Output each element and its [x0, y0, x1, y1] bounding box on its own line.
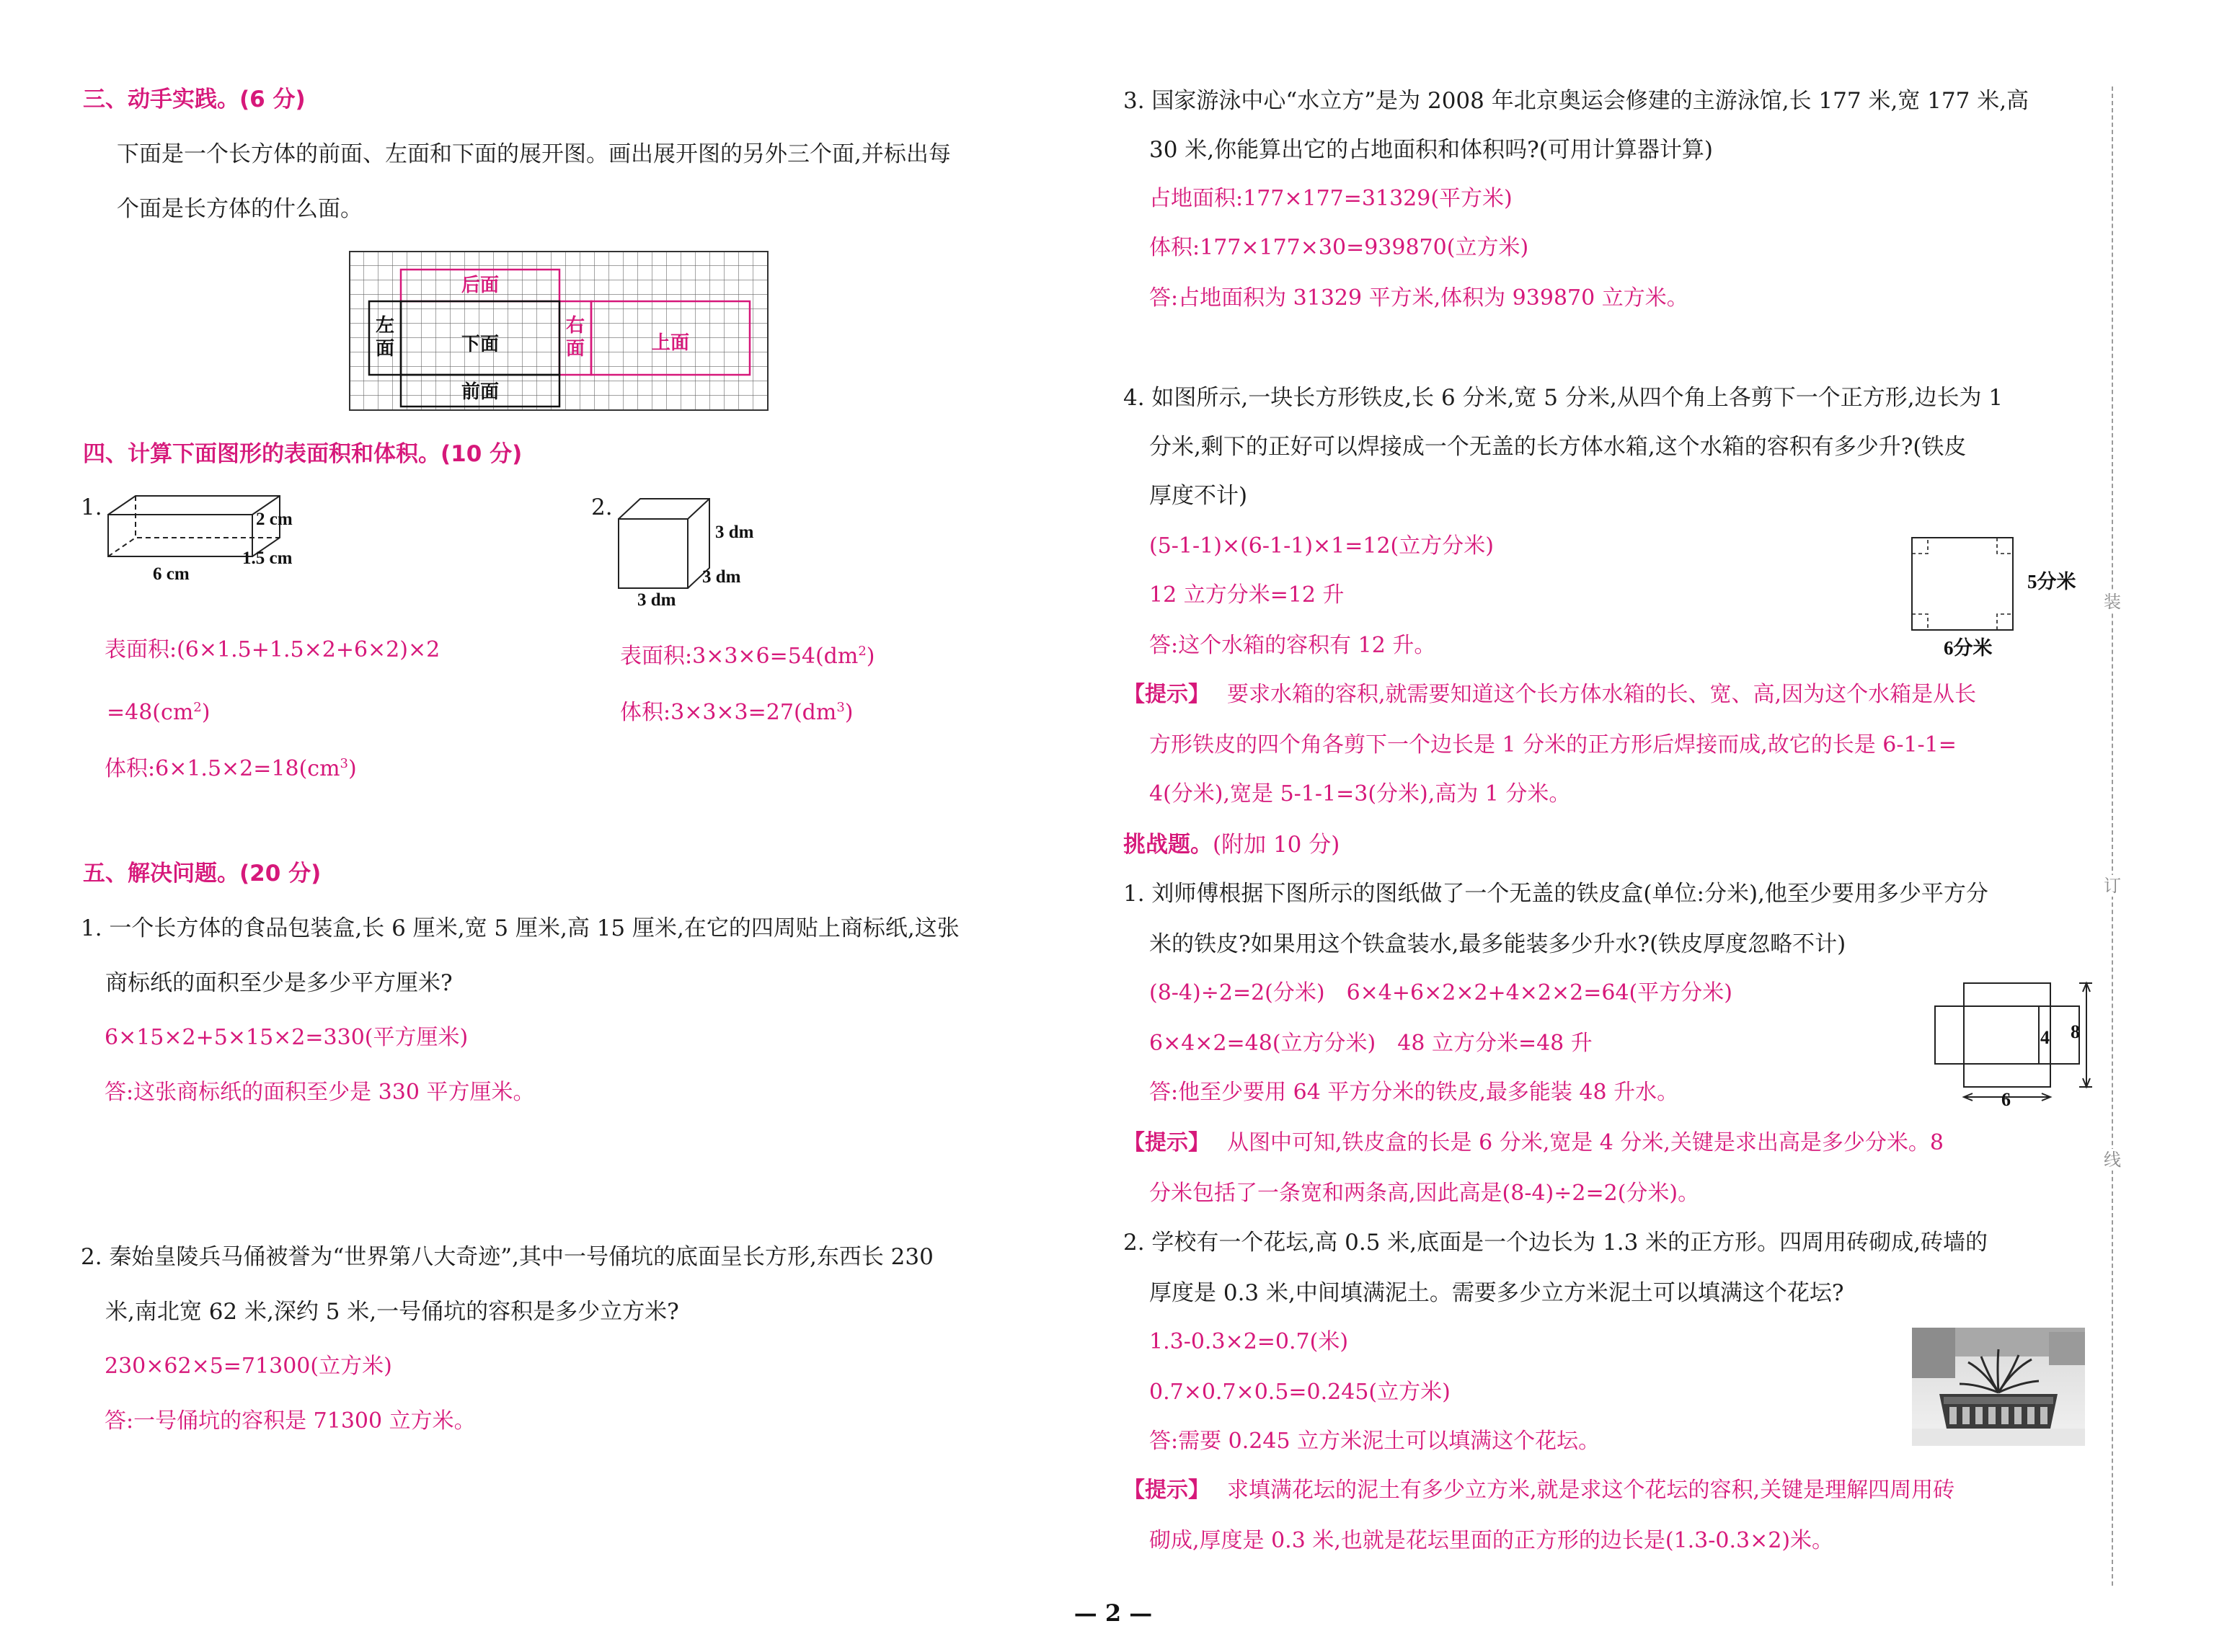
s5q1-answer2: 答:这张商标纸的面积至少是 330 平方厘米。 — [105, 1080, 535, 1105]
binding-char-1: 装 — [2099, 591, 2125, 613]
q3-line1: 3. 国家游泳中心“水立方”是为 2008 年北京奥运会修建的主游泳馆,长 177 米,宽 177 米,高 — [1123, 88, 2029, 114]
q4-hint-line1: 【提示】 要求水箱的容积,就需要知道这个长方体水箱的长、宽、高,因为这个水箱是从长 — [1123, 682, 1977, 707]
cuboid-figure — [101, 492, 317, 585]
p2-answer-volume: 体积$:3\times 3\times 3=27(dm^3)$ — [620, 700, 854, 725]
q4-line2: 分米,剩下的正好可以焊接成一个无盖的长方体水箱,这个水箱的容积有多少升?(铁皮 — [1149, 434, 1967, 460]
label-bottom: 下面 — [461, 334, 500, 355]
dim-width: 1.5 cm — [242, 549, 293, 568]
problem2-number: 2. — [591, 494, 613, 520]
s5q1-answer1: 6×15×2+5×15×2=330(平方厘米) — [105, 1025, 469, 1050]
tin-box-net-figure — [1929, 976, 2095, 1107]
flower-bed-photo — [1912, 1328, 2085, 1446]
label-left-b: 面 — [375, 338, 395, 359]
dim-length: 6 cm — [153, 564, 190, 584]
c2-hint-line1: 【提示】 求填满花坛的泥土有多少立方米,就是求这个花坛的容积,关键是理解四周用砖 — [1123, 1478, 1955, 1503]
s5q2-line1: 2. 秦始皇陵兵马俑被誉为“世界第八大奇迹”,其中一号俑坑的底面呈长方形,东西长 230 — [81, 1244, 934, 1270]
section4-heading: 四、计算下面图形的表面积和体积。(10 分) — [83, 441, 523, 467]
label-right-b: 面 — [565, 338, 585, 359]
p1-answer-volume: 体积$:6\times 1.5\times 2=18(cm^3)$ — [105, 756, 357, 781]
p2-answer-surface: 表面积$:3\times 3\times 6=54(dm^2)$ — [620, 644, 875, 669]
label-back: 后面 — [461, 275, 500, 296]
p1-answer-surface-result: $=48(cm^2)$ — [107, 700, 211, 725]
s5q2-answer1: 230×62×5=71300(立方米) — [105, 1354, 392, 1379]
c2-answer1: 1.3-0.3×2=0.7(米) — [1149, 1329, 1349, 1354]
c2-line1: 2. 学校有一个花坛,高 0.5 米,底面是一个边长为 1.3 米的正方形。四周用砖砌成,砖墙的 — [1123, 1230, 1988, 1256]
p1-answer-surface: 表面积:(6×1.5+1.5×2+6×2)×2 — [105, 637, 440, 662]
section3-text-line2: 个面是长方体的什么面。 — [117, 196, 363, 222]
hint-tag: 【提示】 — [1123, 1130, 1210, 1155]
c1-line1: 1. 刘师傅根据下图所示的图纸做了一个无盖的铁皮盒(单位:分米),他至少要用多少平方分 — [1123, 881, 1988, 907]
c1-hint-line2: 分米包括了一条宽和两条高,因此高是(8-4)÷2=2(分米)。 — [1149, 1181, 1700, 1206]
c1-hint-line1: 【提示】 从图中可知,铁皮盒的长是 6 分米,宽是 4 分米,关键是求出高是多少分米。8 — [1123, 1130, 1944, 1155]
c1-answer3: 答:他至少要用 64 平方分米的铁皮,最多能装 48 升水。 — [1149, 1080, 1679, 1105]
dim-height: 2 cm — [256, 510, 293, 529]
cuboid-net-grid — [349, 251, 770, 412]
dim-cube-length: 3 dm — [637, 590, 676, 608]
iron-sheet-figure — [1903, 532, 2091, 662]
hint-tag: 【提示】 — [1123, 682, 1210, 707]
c1-answer1: (8-4)÷2=2(分米) 6×4+6×2×2+4×2×2=64(平方分米) — [1149, 980, 1732, 1005]
net-length-label: 6 — [2001, 1089, 2011, 1107]
hint-tag: 【提示】 — [1123, 1478, 1210, 1503]
page-number: — 2 — — [1073, 1599, 1153, 1627]
c2-line2: 厚度是 0.3 米,中间填满泥土。需要多少立方米泥土可以填满这个花坛? — [1149, 1280, 1844, 1306]
binding-dashed-line — [2112, 86, 2113, 1586]
label-right-a: 右 — [565, 315, 585, 336]
c2-answer3: 答:需要 0.245 立方米泥土可以填满这个花坛。 — [1149, 1429, 1600, 1454]
section5-heading: 五、解决问题。(20 分) — [83, 861, 322, 887]
q4-answer2: 12 立方分米=12 升 — [1149, 582, 1345, 608]
binding-char-3: 线 — [2099, 1149, 2125, 1171]
label-left-a: 左 — [375, 315, 395, 336]
label-front: 前面 — [461, 381, 500, 402]
q4-line3: 厚度不计) — [1149, 483, 1248, 509]
net-height-total-label: 8 — [2071, 1021, 2080, 1042]
c1-answer2: 6×4×2=48(立方分米) 48 立方分米=48 升 — [1149, 1031, 1593, 1056]
sheet-length-label: 6分米 — [1944, 637, 1993, 659]
binding-char-2: 订 — [2099, 875, 2125, 897]
section3-text-line1: 下面是一个长方体的前面、左面和下面的展开图。画出展开图的另外三个面,并标出每 — [117, 141, 951, 167]
q4-answer1: (5-1-1)×(6-1-1)×1=12(立方分米) — [1149, 533, 1494, 559]
s5q1-line2: 商标纸的面积至少是多少平方厘米? — [105, 970, 453, 996]
challenge-heading: 挑战题。(附加 10 分) — [1123, 832, 1340, 858]
dim-cube-depth: 3 dm — [702, 567, 741, 587]
section3-heading: 三、动手实践。(6 分) — [83, 86, 306, 112]
q3-answer1: 占地面积:177×177=31329(平方米) — [1149, 186, 1513, 211]
q4-hint-line3: 4(分米),宽是 5-1-1=3(分米),高为 1 分米。 — [1149, 781, 1571, 807]
s5q1-line1: 1. 一个长方体的食品包装盒,长 6 厘米,宽 5 厘米,高 15 厘米,在它的四周贴上商标纸,这张 — [81, 915, 960, 941]
sheet-width-label: 5分米 — [2027, 571, 2076, 592]
q3-answer2: 体积:177×177×30=939870(立方米) — [1149, 235, 1529, 260]
s5q2-line2: 米,南北宽 62 米,深约 5 米,一号俑坑的容积是多少立方米? — [105, 1299, 679, 1325]
dim-cube-height: 3 dm — [715, 523, 754, 542]
s5q2-answer2: 答:一号俑坑的容积是 71300 立方米。 — [105, 1408, 476, 1434]
q4-answer3: 答:这个水箱的容积有 12 升。 — [1149, 633, 1436, 658]
q3-answer3: 答:占地面积为 31329 平方米,体积为 939870 立方米。 — [1149, 285, 1688, 311]
c2-hint-line2: 砌成,厚度是 0.3 米,也就是花坛里面的正方形的边长是(1.3-0.3×2)米。 — [1149, 1528, 1834, 1553]
problem1-number: 1. — [81, 494, 102, 520]
q4-hint-line2: 方形铁皮的四个角各剪下一个边长是 1 分米的正方形后焊接而成,故它的长是 6-1-1= — [1149, 732, 1957, 758]
q3-line2: 30 米,你能算出它的占地面积和体积吗?(可用计算器计算) — [1149, 137, 1713, 163]
cube-figure — [610, 493, 769, 608]
q4-line1: 4. 如图所示,一块长方形铁皮,长 6 分米,宽 5 分米,从四个角上各剪下一个正方形,边长为 1 — [1123, 385, 2004, 411]
c1-line2: 米的铁皮?如果用这个铁盒装水,最多能装多少升水?(铁皮厚度忽略不计) — [1149, 931, 1846, 957]
c2-answer2: 0.7×0.7×0.5=0.245(立方米) — [1149, 1380, 1451, 1405]
label-top: 上面 — [651, 332, 690, 353]
net-width-label: 4 — [2040, 1027, 2050, 1048]
